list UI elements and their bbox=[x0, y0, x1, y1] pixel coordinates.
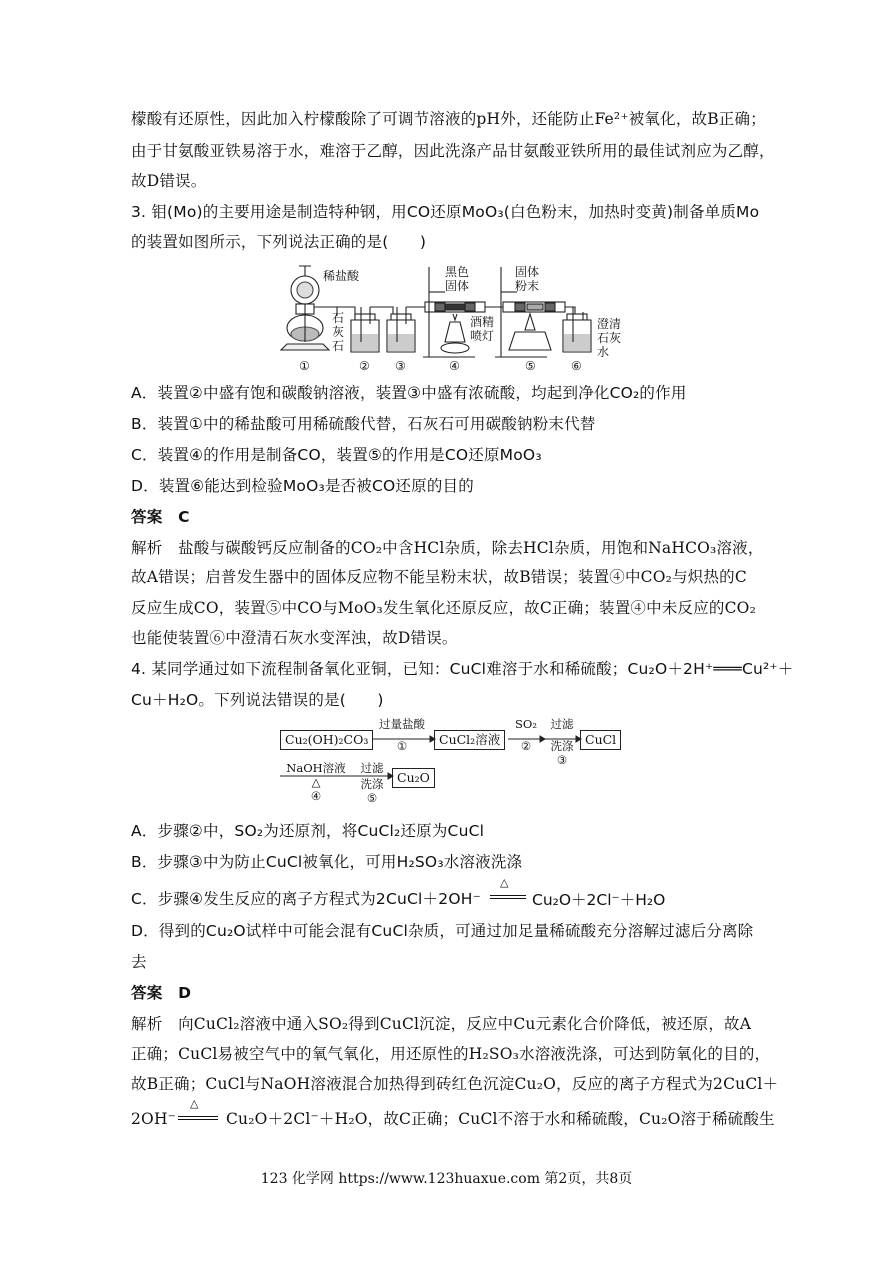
label-n5: ⑤ bbox=[525, 359, 536, 373]
flow-arrows bbox=[276, 718, 626, 802]
apparatus-figure bbox=[275, 262, 640, 374]
label-n2: ② bbox=[359, 359, 370, 373]
text-line: Cu＋H₂O。下列说法错误的是( ) bbox=[131, 691, 384, 709]
flow-step3-top: 过滤 bbox=[550, 717, 574, 731]
flow-step5-bot: ⑤ bbox=[366, 791, 378, 805]
label-shui: 水 bbox=[597, 345, 610, 359]
flow-step4-bot: ④ bbox=[310, 789, 322, 803]
text-line: 答案 D bbox=[131, 984, 192, 1002]
text-line: 的装置如图所示，下列说法正确的是( ) bbox=[131, 233, 427, 251]
flow-step2-top: SO₂ bbox=[515, 717, 537, 731]
label-pendeng: 喷灯 bbox=[470, 329, 495, 343]
text-line: 故D错误。 bbox=[131, 172, 207, 190]
flow-box-4: Cu₂O bbox=[392, 768, 435, 788]
text-line: 也能使装置⑥中澄清石灰水变浑浊，故D错误。 bbox=[131, 629, 458, 647]
flow-step5-mid: 洗涤 bbox=[360, 777, 384, 791]
eqn-expl-delta: △ bbox=[190, 1097, 199, 1110]
text-line: B．步骤③中为防止CuCl被氧化，可用H₂SO₃水溶液洗涤 bbox=[131, 853, 523, 871]
text-line: 3. 钼(Mo)的主要用途是制造特种钢，用CO还原MoO₃(白色粉末，加热时变黄)制备单质Mo bbox=[131, 203, 760, 221]
flow-box-3: CuCl bbox=[580, 730, 621, 750]
text-line: C．装置④的作用是制备CO，装置⑤的作用是CO还原MoO₃ bbox=[131, 446, 542, 464]
flow-step1-top: 过量盐酸 bbox=[379, 717, 425, 731]
text-line: B．装置①中的稀盐酸可用稀硫酸代替，石灰石可用碳酸钠粉末代替 bbox=[131, 415, 596, 433]
text-line: D．得到的Cu₂O试样中可能会混有CuCl杂质，可通过加足量稀硫酸充分溶解过滤后分离除 bbox=[131, 922, 754, 940]
eqn-c-tail: Cu₂O＋2Cl⁻＋H₂O bbox=[532, 891, 666, 909]
flow-step4-top: NaOH溶液 bbox=[286, 761, 346, 775]
text-line: C．步骤④发生反应的离子方程式为2CuCl＋2OH⁻ bbox=[131, 890, 481, 908]
flow-step1-bot: ① bbox=[396, 739, 408, 753]
label-cheng: 澄清 bbox=[597, 317, 622, 331]
text-line: Cu₂O＋2Cl⁻＋H₂O，故C正确；CuCl不溶于水和稀硫酸，Cu₂O溶于稀硫酸生 bbox=[226, 1110, 775, 1128]
text-line: 故A错误；启普发生器中的固体反应物不能呈粉末状，故B错误；装置④中CO₂与炽热的C bbox=[131, 568, 747, 586]
label-jiujing: 酒精 bbox=[470, 315, 495, 329]
flow-step3-mid: 洗涤 bbox=[550, 739, 574, 753]
label-fenmo: 粉末 bbox=[515, 279, 540, 293]
label-n3: ③ bbox=[395, 359, 406, 373]
eqn-c-delta: △ bbox=[500, 876, 509, 889]
flow-box-1: Cu₂(OH)₂CO₃ bbox=[280, 730, 373, 750]
flow-step3-bot: ③ bbox=[556, 753, 568, 767]
text-line: 故B正确；CuCl与NaOH溶液混合加热得到砖红色沉淀Cu₂O，反应的离子方程式为2CuCl＋ bbox=[131, 1075, 779, 1093]
text-line: 去 bbox=[131, 953, 147, 971]
text-line: 檬酸有还原性，因此加入柠檬酸除了可调节溶液的pH外，还能防止Fe²⁺被氧化，故B正确； bbox=[131, 110, 766, 128]
label-hui: 灰 bbox=[332, 325, 345, 339]
flow-step2-bot: ② bbox=[520, 739, 532, 753]
text-line: 正确；CuCl易被空气中的氧气氧化，用还原性的H₂SO₃水溶液洗涤，可达到防氧化的目的， bbox=[131, 1045, 771, 1063]
label-heise: 黑色 bbox=[445, 265, 470, 279]
text-line: 解析 盐酸与碳酸钙反应制备的CO₂中含HCl杂质，除去HCl杂质，用饱和NaHCO₃溶液， bbox=[131, 539, 764, 557]
text-line: D．装置⑥能达到检验MoO₃是否被CO还原的目的 bbox=[131, 477, 474, 495]
label-xishuansuan: 稀盐酸 bbox=[323, 269, 360, 283]
flow-step5-top: 过滤 bbox=[360, 761, 384, 775]
label-shi: 石 bbox=[332, 311, 345, 325]
label-shi2: 石 bbox=[332, 339, 345, 353]
text-line: A．装置②中盛有饱和碳酸钠溶液，装置③中盛有浓硫酸，均起到净化CO₂的作用 bbox=[131, 384, 687, 402]
label-n1: ① bbox=[299, 359, 310, 373]
eqn-expl-bar bbox=[178, 1116, 218, 1120]
flow-step4-mid: △ bbox=[311, 775, 321, 789]
text-line: 2OH⁻ bbox=[131, 1110, 177, 1128]
label-n6: ⑥ bbox=[571, 359, 582, 373]
label-guti2: 固体 bbox=[515, 265, 540, 279]
label-shihui: 石灰 bbox=[597, 331, 622, 345]
label-n4: ④ bbox=[449, 359, 460, 373]
text-line: 答案 C bbox=[131, 508, 190, 526]
text-line: A．步骤②中，SO₂为还原剂，将CuCl₂还原为CuCl bbox=[131, 822, 485, 840]
flow-box-2: CuCl₂溶液 bbox=[434, 730, 505, 750]
label-guti: 固体 bbox=[445, 279, 470, 293]
eqn-c-bar bbox=[490, 895, 526, 899]
text-line: 解析 向CuCl₂溶液中通入SO₂得到CuCl沉淀，反应中Cu元素化合价降低，被还原，故A bbox=[131, 1015, 752, 1033]
text-line: 反应生成CO，装置⑤中CO与MoO₃发生氧化还原反应，故C正确；装置④中未反应的CO₂ bbox=[131, 599, 756, 617]
flow-chart bbox=[276, 717, 626, 805]
text-line: 由于甘氨酸亚铁易溶于水，难溶于乙醇，因此洗涤产品甘氨酸亚铁所用的最佳试剂应为乙醇， bbox=[131, 142, 775, 160]
text-line: 4. 某同学通过如下流程制备氧化亚铜，已知：CuCl难溶于水和稀硫酸；Cu₂O＋2H⁺═══Cu²⁺＋ bbox=[131, 660, 794, 678]
page-footer: 123 化学网 https://www.123huaxue.com 第2页，共8页 bbox=[260, 1171, 633, 1187]
